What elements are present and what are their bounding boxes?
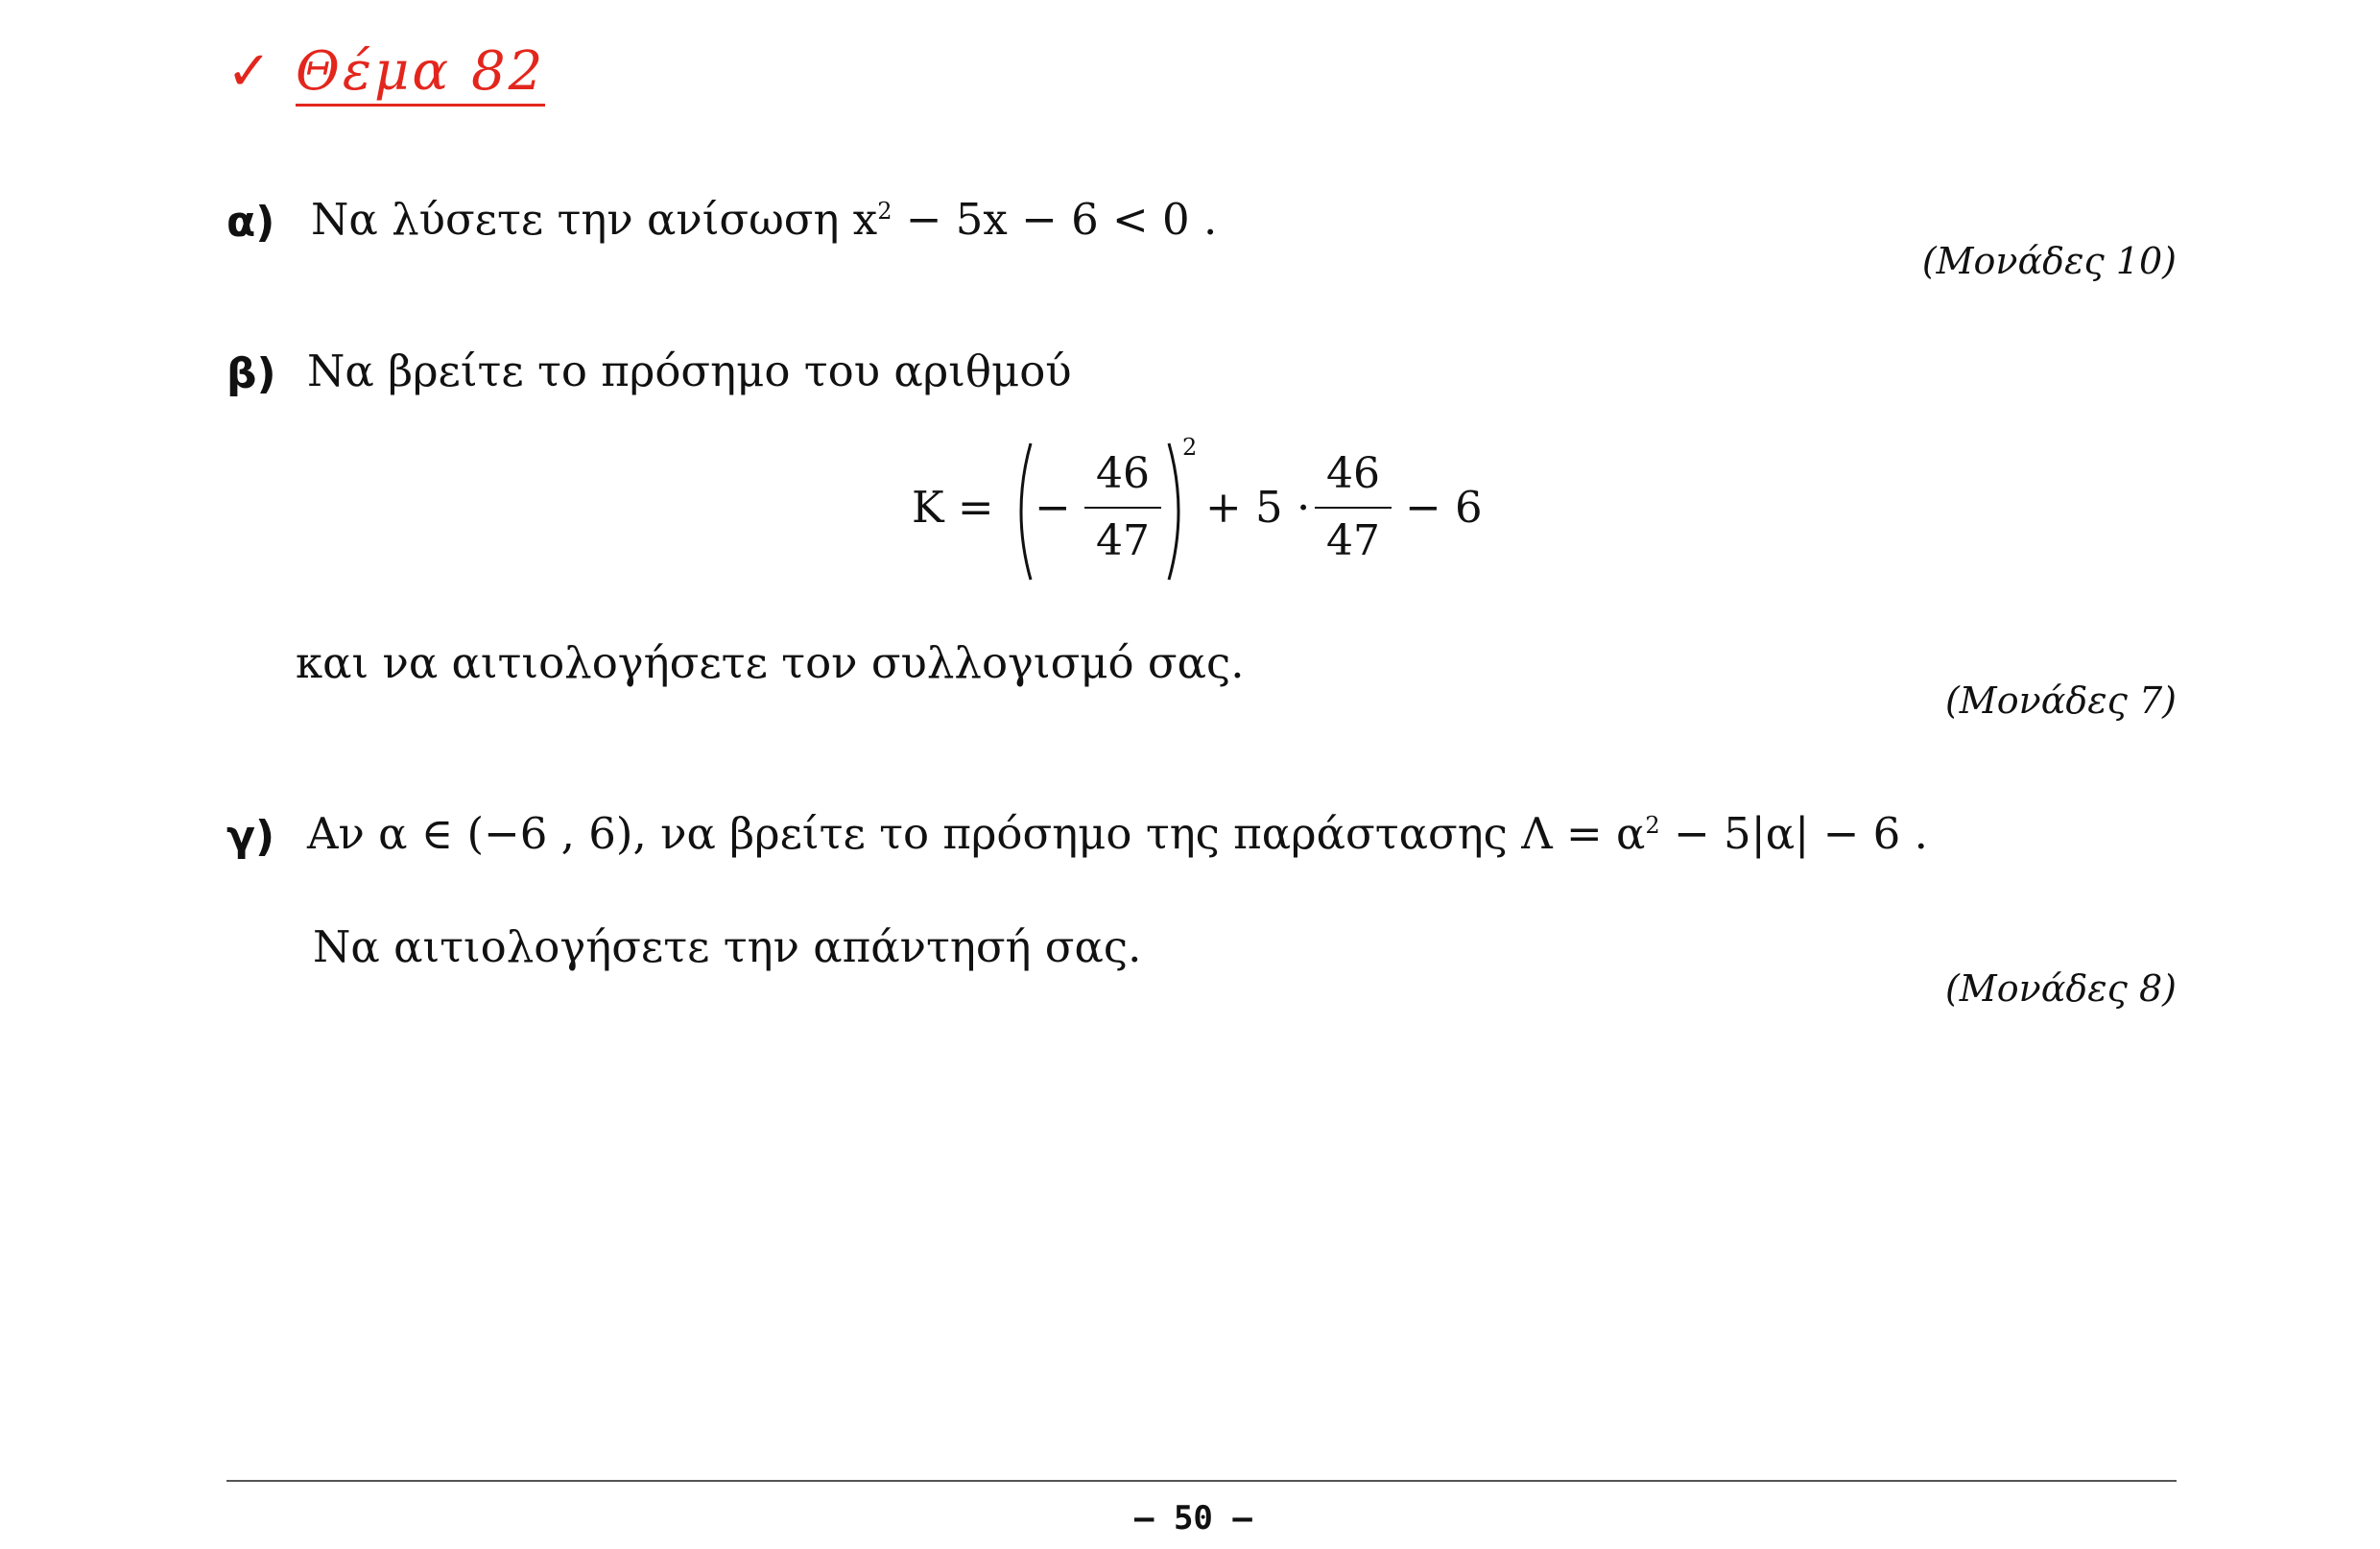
- part-a-math-rest: − 5x − 6 < 0 .: [892, 194, 1218, 245]
- footer-divider: [226, 1480, 2177, 1482]
- part-c-question: [307, 808, 1928, 859]
- part-a-text: Να λύσετε την ανίσωση: [311, 194, 840, 245]
- formula-minus: −: [1035, 482, 1071, 533]
- part-b-marks: (Μονάδες 7): [1944, 679, 2177, 722]
- fraction-1-denominator: 47: [1096, 516, 1150, 565]
- part-c-expr-rest: − 5|α| − 6 .: [1659, 808, 1928, 859]
- part-c-followup: Να αιτιολογήσετε την απάντησή σας.: [313, 921, 1142, 972]
- part-a-label: α): [226, 198, 275, 247]
- part-c-text-mid: , να βρείτε το πρόσημο της παράστασης: [632, 808, 1508, 859]
- right-paren-icon: [1163, 440, 1192, 584]
- part-c-marks: (Μονάδες 8): [1944, 967, 2177, 1010]
- fraction-2-numerator: 46: [1326, 449, 1380, 498]
- part-a-question: [311, 194, 1217, 245]
- fraction-2-bar: [1315, 507, 1392, 509]
- part-c-expr-start: Λ = α: [1521, 808, 1646, 859]
- part-b-followup: και να αιτιολογήσετε τον συλλογισμό σας.: [296, 637, 1245, 688]
- part-a-inequality: [853, 194, 1218, 245]
- fraction-1-bar: [1084, 507, 1161, 509]
- part-c-expression: [1521, 808, 1928, 859]
- formula-exponent: 2: [1182, 434, 1198, 461]
- page-title: Θέμα 82: [296, 42, 545, 107]
- check-icon: ✓: [226, 40, 272, 103]
- part-c-label: γ): [226, 812, 275, 861]
- fraction-2-denominator: 47: [1326, 516, 1380, 565]
- part-c-expr-exp: 2: [1645, 812, 1660, 839]
- left-paren-icon: [1008, 440, 1036, 584]
- fraction-1-numerator: 46: [1096, 449, 1150, 498]
- part-a-marks: (Μονάδες 10): [1921, 240, 2177, 282]
- formula-lhs: K =: [912, 482, 994, 533]
- fraction-1: [1084, 449, 1161, 566]
- page-number: – 50 –: [1134, 1499, 1252, 1537]
- part-a-math-exp: 2: [877, 198, 892, 225]
- fraction-2: [1315, 449, 1392, 566]
- formula-plus-five: + 5 ·: [1205, 482, 1311, 533]
- part-b-label: β): [226, 349, 276, 398]
- part-b-text: Να βρείτε το πρόσημο του αριθμού: [307, 346, 1072, 396]
- part-c-interval: α ∈ (−6 , 6): [378, 808, 633, 859]
- formula-tail: − 6: [1405, 482, 1483, 533]
- part-a-math-base: x: [852, 194, 878, 245]
- part-c-text-start: Αν: [307, 808, 365, 859]
